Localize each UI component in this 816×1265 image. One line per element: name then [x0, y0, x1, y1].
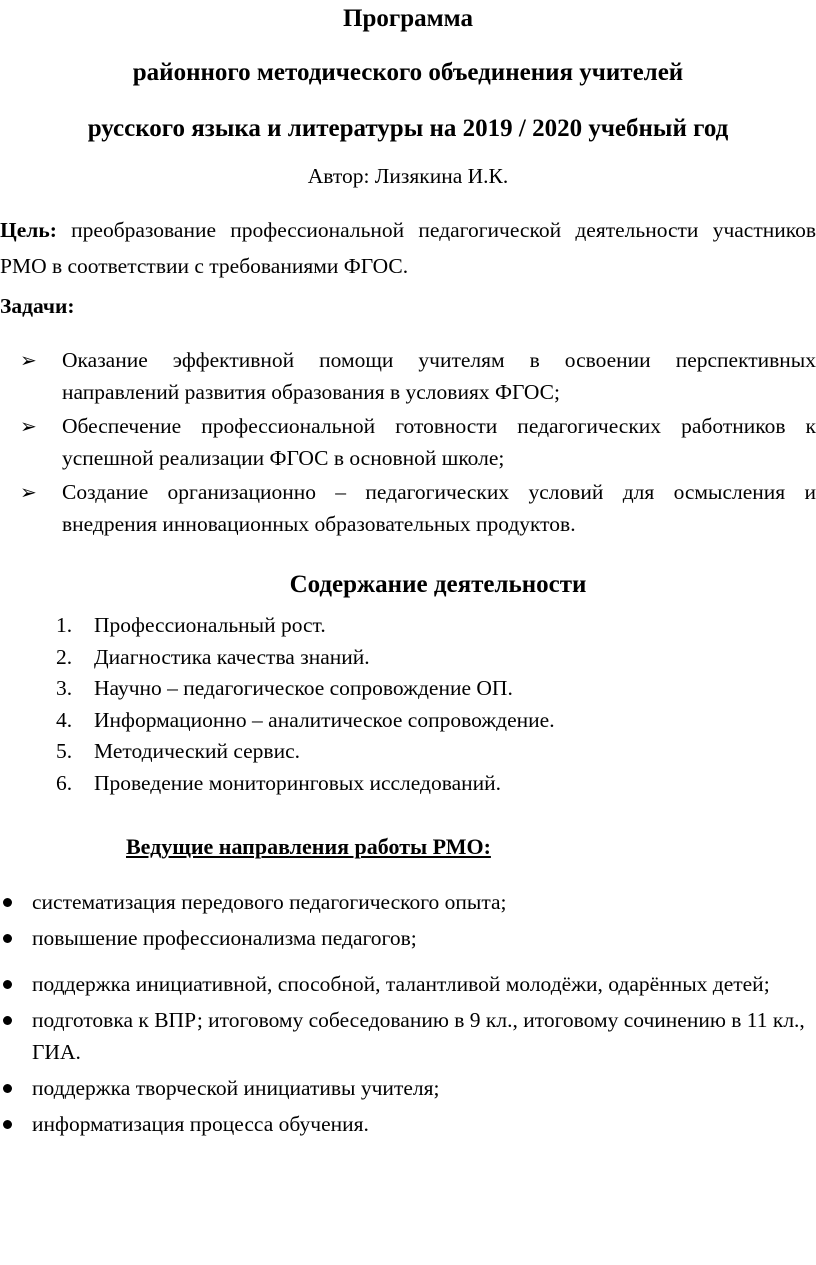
- document-title: Программа: [343, 5, 473, 32]
- direction-item-text: повышение профессионализма педагогов;: [32, 926, 417, 950]
- goal-text: преобразование профессиональной педагогической деятельности участников РМО в соответствии с требованиями ФГОС.: [0, 218, 816, 278]
- task-item: [0, 476, 816, 540]
- direction-item: [0, 886, 816, 918]
- direction-item: [0, 968, 816, 1000]
- content-item-number: 6.: [56, 770, 73, 795]
- content-item: [0, 736, 555, 768]
- task-item: [0, 410, 816, 474]
- content-item-number: 3.: [56, 676, 73, 700]
- content-item-text: Диагностика качества знаний.: [94, 644, 370, 669]
- content-item-number: 4.: [56, 707, 73, 732]
- tasks-heading: Задачи:: [0, 294, 75, 318]
- direction-item: [0, 922, 816, 954]
- content-item-number: 2.: [56, 644, 73, 669]
- document-subtitle-line-2: русского языка и литературы на 2019 / 2020 учебный год: [87, 115, 729, 142]
- bullet-dot-icon: [3, 1084, 12, 1093]
- goal-paragraph: [0, 212, 816, 284]
- content-list: [0, 610, 555, 799]
- content-item-text: Информационно – аналитическое сопровождение.: [94, 707, 555, 732]
- arrow-bullet-icon: ➢: [20, 348, 37, 372]
- document-subtitle-line-1: районного методического объединения учителей: [132, 59, 684, 86]
- goal-label: Цель:: [0, 218, 57, 242]
- content-heading: Содержание деятельности: [289, 571, 587, 598]
- task-item-text: Обеспечение профессиональной готовности педагогических работников к успешной реализации ФГОС в основной школе;: [62, 414, 816, 470]
- bullet-dot-icon: [3, 980, 12, 989]
- arrow-bullet-icon: ➢: [20, 414, 37, 438]
- direction-item-text: информатизация процесса обучения.: [32, 1112, 369, 1136]
- content-item: [0, 768, 555, 800]
- content-item: [0, 642, 555, 674]
- content-item-text: Проведение мониторинговых исследований.: [94, 770, 502, 795]
- content-item-text: Научно – педагогическое сопровождение ОП.: [94, 676, 513, 700]
- arrow-bullet-icon: ➢: [20, 480, 37, 504]
- content-item: [0, 673, 555, 705]
- directions-list: [0, 968, 816, 1144]
- content-item: [0, 610, 555, 642]
- direction-item: [0, 1004, 816, 1068]
- task-item: [0, 344, 816, 408]
- content-item: [0, 705, 555, 737]
- direction-item: [0, 1072, 816, 1104]
- author-line: Автор: Лизякина И.К.: [307, 164, 509, 188]
- content-item-number: 5.: [56, 739, 73, 763]
- directions-list: [0, 886, 816, 958]
- task-item-text: Создание организационно – педагогических условий для осмысления и внедрения инновационных образовательных продуктов.: [62, 480, 816, 536]
- tasks-list: [0, 344, 816, 542]
- content-item-text: Профессиональный рост.: [94, 613, 326, 637]
- direction-item-text: подготовка к ВПР; итоговому собеседованию в 9 кл., итоговому сочинению в 11 кл., ГИА.: [32, 1008, 805, 1064]
- direction-item: [0, 1108, 816, 1140]
- bullet-dot-icon: [3, 1120, 12, 1129]
- direction-item-text: систематизация передового педагогического опыта;: [32, 890, 507, 914]
- content-item-number: 1.: [56, 613, 73, 637]
- direction-item-text: поддержка творческой инициативы учителя;: [32, 1076, 440, 1100]
- directions-heading: Ведущие направления работы РМО:: [126, 834, 491, 859]
- task-item-text: Оказание эффективной помощи учителям в освоении перспективных направлений развития образования в условиях ФГОС;: [62, 348, 816, 404]
- bullet-dot-icon: [3, 934, 12, 943]
- bullet-dot-icon: [3, 898, 12, 907]
- direction-item-text: поддержка инициативной, способной, талантливой молодёжи, одарённых детей;: [32, 972, 770, 996]
- bullet-dot-icon: [3, 1016, 12, 1025]
- content-item-text: Методический сервис.: [94, 739, 301, 763]
